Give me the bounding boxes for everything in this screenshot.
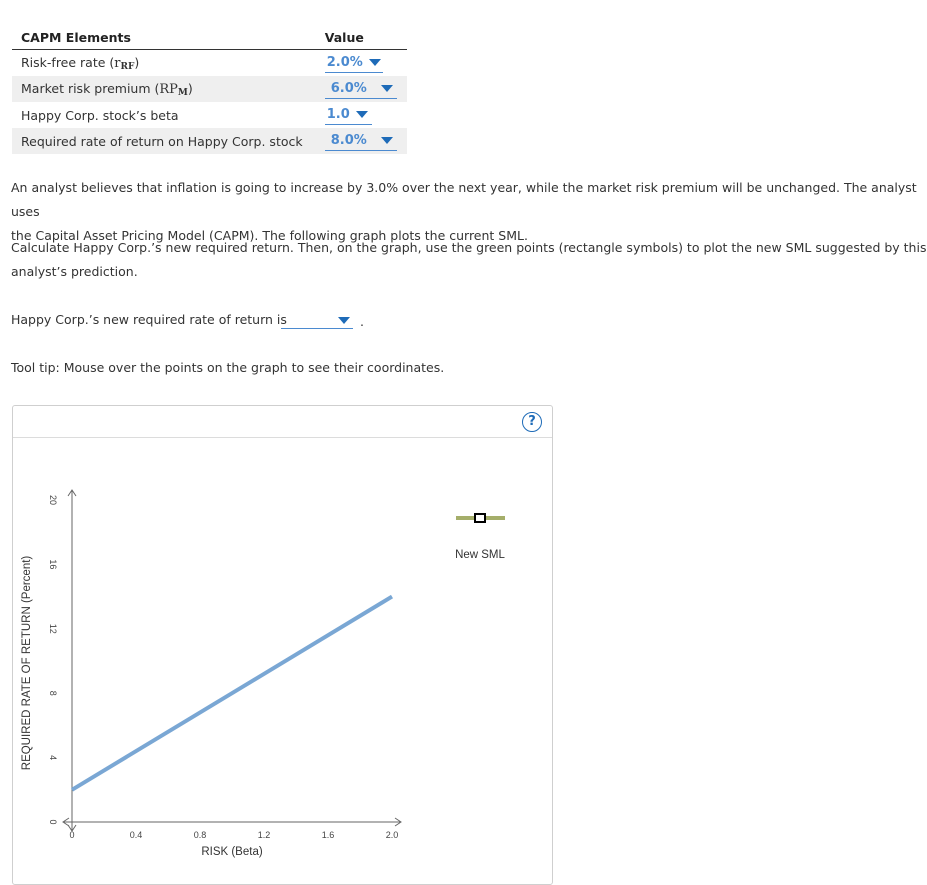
chevron-down-icon [356, 111, 368, 118]
new-sml-point-handle[interactable] [475, 514, 485, 522]
y-axis-label: REQUIRED RATE OF RETURN (Percent) [21, 555, 33, 771]
capm-table [12, 26, 407, 154]
x-tick-label: 1.6 [321, 830, 335, 840]
sml-chart [13, 406, 554, 876]
risk-free-rate-dropdown[interactable] [325, 55, 383, 73]
x-tick-label: 0.4 [129, 830, 143, 840]
x-tick-label: 0 [69, 830, 75, 840]
risk-free-rate-value: 2.0% [326, 54, 363, 70]
current-sml-line [72, 597, 392, 790]
row-label-market-risk-premium: Market risk premium (RPM) [12, 76, 316, 102]
row-label-risk-free-rate: Risk-free rate (rRF) [21, 54, 140, 72]
x-axis-label: RISK (Beta) [201, 846, 263, 858]
legend-label-new-sml: New SML [455, 549, 505, 561]
y-tick-label: 20 [48, 494, 58, 506]
table-row [12, 102, 407, 128]
scenario-paragraph: An analyst believes that inflation is going to increase by 3.0% over the next year, while the market risk premium will be unchanged. The analyst uses the Capital Asset Pricing Model (CAPM). The following graph plots the current SML. [11, 180, 917, 243]
beta-value: 1.0 [326, 106, 350, 122]
y-tick-label: 0 [48, 819, 58, 825]
market-risk-premium-value: 6.0% [330, 80, 367, 96]
required-return-value: 8.0% [330, 132, 367, 148]
table-row [12, 50, 407, 77]
header-capm-elements: CAPM Elements [12, 26, 316, 50]
instruction-paragraph: Calculate Happy Corp.’s new required return. Then, on the graph, use the green points (rectangle symbols) to plot the new SML suggested by this analyst’s prediction. [11, 240, 927, 279]
question-text: Happy Corp.’s new required rate of return is [11, 312, 287, 327]
chevron-down-icon [338, 317, 350, 324]
question-period: . [360, 314, 364, 329]
row-label-beta: Happy Corp. stock’s beta [21, 107, 179, 123]
y-tick-label: 16 [48, 559, 58, 570]
help-icon[interactable]: ? [522, 412, 542, 432]
table-row [12, 76, 407, 102]
new-required-return-dropdown[interactable] [281, 311, 353, 329]
header-value: Value [316, 26, 407, 50]
chevron-down-icon [381, 137, 393, 144]
y-tick-label: 12 [48, 623, 58, 634]
required-return-dropdown[interactable] [325, 133, 397, 151]
chart-axes [63, 490, 401, 831]
graph-panel [12, 405, 553, 885]
new-required-return-value [281, 312, 285, 327]
chevron-down-icon [381, 85, 393, 92]
y-tick-label: 8 [48, 690, 58, 696]
beta-dropdown[interactable] [325, 107, 372, 125]
chevron-down-icon [369, 59, 381, 66]
y-tick-label: 4 [48, 755, 58, 761]
x-tick-label: 0.8 [193, 830, 207, 840]
x-tick-label: 1.2 [257, 830, 271, 840]
table-row [12, 128, 407, 154]
x-tick-label: 2.0 [385, 830, 399, 840]
row-label-required-return: Required rate of return on Happy Corp. stock [12, 128, 316, 154]
tooltip-text: Tool tip: Mouse over the points on the graph to see their coordinates. [11, 360, 445, 375]
market-risk-premium-dropdown[interactable] [325, 81, 397, 99]
